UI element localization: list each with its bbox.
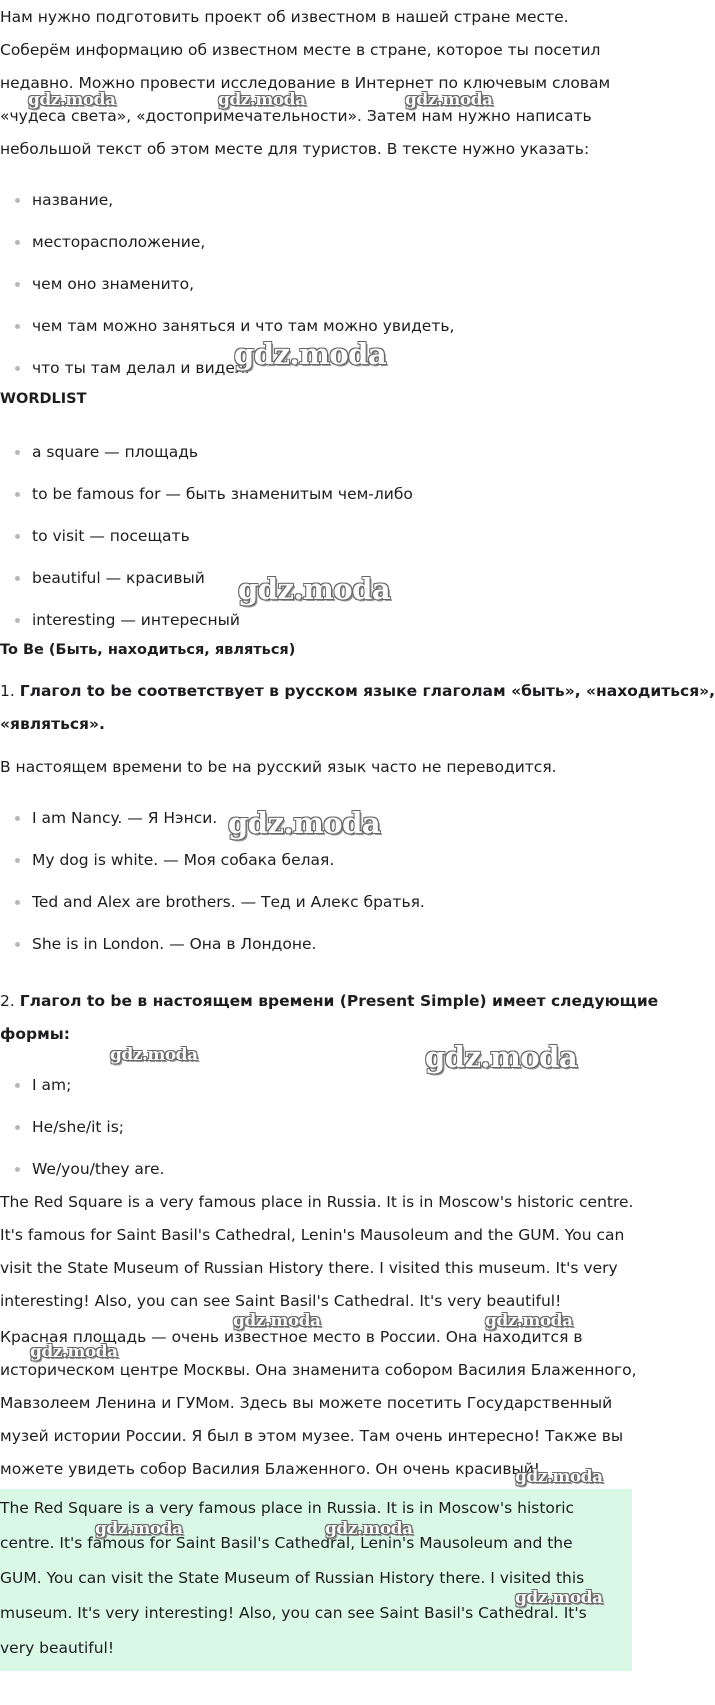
bullet-icon — [15, 492, 20, 497]
intro-line: недавно. Можно провести исследование в Интернет по ключевым словам — [0, 74, 611, 92]
watermark: gdz.moda — [30, 1342, 118, 1362]
list-item: I am Nancy. — Я Нэнси. — [32, 809, 218, 827]
bullet-icon — [15, 366, 20, 371]
bullet-icon — [15, 900, 20, 905]
rule-2 — [0, 984, 659, 1019]
intro-line: Нам нужно подготовить проект об известном в нашей стране месте. — [0, 8, 569, 26]
bullet-icon — [15, 618, 20, 623]
bullet-icon — [15, 576, 20, 581]
rule-text: «являться». — [0, 715, 105, 733]
watermark: gdz.moda — [95, 1519, 183, 1539]
list-item: beautiful — красивый — [32, 569, 205, 587]
bullet-icon — [15, 534, 20, 539]
bullet-icon — [15, 282, 20, 287]
wordlist-heading: WORDLIST — [0, 391, 87, 407]
rule-number: 2. — [0, 992, 15, 1010]
rule-number: 1. — [0, 682, 15, 700]
text-line: музей истории России. Я был в этом музее. Там очень интересно! Также вы — [0, 1427, 624, 1445]
text-line: можете увидеть собор Василия Блаженного. Он очень красивый! — [0, 1460, 541, 1478]
list-item: I am; — [32, 1076, 72, 1094]
text-line: centre. It's famous for Saint Basil's Cathedral, Lenin's Mausoleum and the — [0, 1534, 573, 1552]
text-line: историческом центре Москвы. Она знаменита собором Василия Блаженного, — [0, 1361, 637, 1379]
text-line: GUM. You can visit the State Museum of Russian History there. I visited this — [0, 1569, 585, 1587]
list-item: Ted and Alex are brothers. — Тед и Алекс братья. — [32, 893, 425, 911]
watermark: gdz.moda — [485, 1311, 573, 1331]
watermark: gdz.moda — [515, 1588, 603, 1608]
text-line: Мавзолеем Ленина и ГУМом. Здесь вы можете посетить Государственный — [0, 1394, 613, 1412]
text-line: very beautiful! — [0, 1639, 115, 1657]
text-line: interesting! Also, you can see Saint Basil's Cathedral. It's very beautiful! — [0, 1292, 562, 1310]
text-line: museum. It's very interesting! Also, you can see Saint Basil's Cathedral. It's — [0, 1604, 587, 1622]
watermark: gdz.moda — [405, 90, 493, 110]
bullet-icon — [15, 1167, 20, 1172]
watermark: gdz.moda — [218, 90, 306, 110]
watermark: gdz.moda — [28, 90, 116, 110]
watermark: gdz.moda — [238, 572, 391, 606]
list-item: a square — площадь — [32, 443, 199, 461]
grammar-title: To Be (Быть, находиться, являться) — [0, 642, 296, 658]
intro-line: «чудеса света», «достопримечательности». Затем нам нужно написать — [0, 107, 592, 125]
watermark: gdz.moda — [233, 1311, 321, 1331]
bullet-icon — [15, 324, 20, 329]
bullet-icon — [15, 198, 20, 203]
list-item: чем оно знаменито, — [32, 275, 195, 293]
bullet-icon — [15, 858, 20, 863]
list-item: We/you/they are. — [32, 1160, 165, 1178]
grammar-note: В настоящем времени to be на русский язык часто не переводится. — [0, 758, 557, 776]
list-item: to be famous for — быть знаменитым чем-либо — [32, 485, 413, 503]
list-item: interesting — интересный — [32, 611, 240, 629]
list-item: He/she/it is; — [32, 1118, 124, 1136]
list-item: чем там можно заняться и что там можно увидеть, — [32, 317, 455, 335]
intro-line: небольшой текст об этом месте для туристов. В тексте нужно указать: — [0, 140, 590, 158]
intro-line: Соберём информацию об известном месте в стране, которое ты посетил — [0, 41, 601, 59]
list-item: что ты там делал и видел. — [32, 359, 250, 377]
bullet-icon — [15, 942, 20, 947]
bullet-icon — [15, 816, 20, 821]
text-line: visit the State Museum of Russian History there. I visited this museum. It's very — [0, 1259, 618, 1277]
text-line: The Red Square is a very famous place in Russia. It is in Moscow's historic centre. — [0, 1193, 634, 1211]
bullet-icon — [15, 1083, 20, 1088]
rule-text: Глагол to be в настоящем времени (Present Simple) имеет следующие — [19, 992, 659, 1010]
list-item: My dog is white. — Моя собака белая. — [32, 851, 335, 869]
rule-text: формы: — [0, 1025, 71, 1043]
text-line: Красная площадь — очень известное место в России. Она находится в — [0, 1328, 583, 1346]
watermark: gdz.moda — [325, 1519, 413, 1539]
bullet-icon — [15, 240, 20, 245]
watermark: gdz.moda — [234, 337, 387, 371]
watermark: gdz.moda — [228, 806, 381, 840]
bullet-icon — [15, 450, 20, 455]
watermark: gdz.moda — [110, 1045, 198, 1065]
text-line: It's famous for Saint Basil's Cathedral, Lenin's Mausoleum and the GUM. You can — [0, 1226, 625, 1244]
list-item: to visit — посещать — [32, 527, 190, 545]
bullet-icon — [15, 1125, 20, 1130]
list-item: месторасположение, — [32, 233, 206, 251]
list-item: She is in London. — Она в Лондоне. — [32, 935, 317, 953]
rule-1 — [0, 674, 715, 709]
text-line: The Red Square is a very famous place in Russia. It is in Moscow's historic — [0, 1499, 575, 1517]
watermark: gdz.moda — [515, 1467, 603, 1487]
rule-text: Глагол to be соответствует в русском языке глаголам «быть», «находиться», — [19, 682, 715, 700]
watermark: gdz.moda — [425, 1040, 578, 1074]
list-item: название, — [32, 191, 114, 209]
